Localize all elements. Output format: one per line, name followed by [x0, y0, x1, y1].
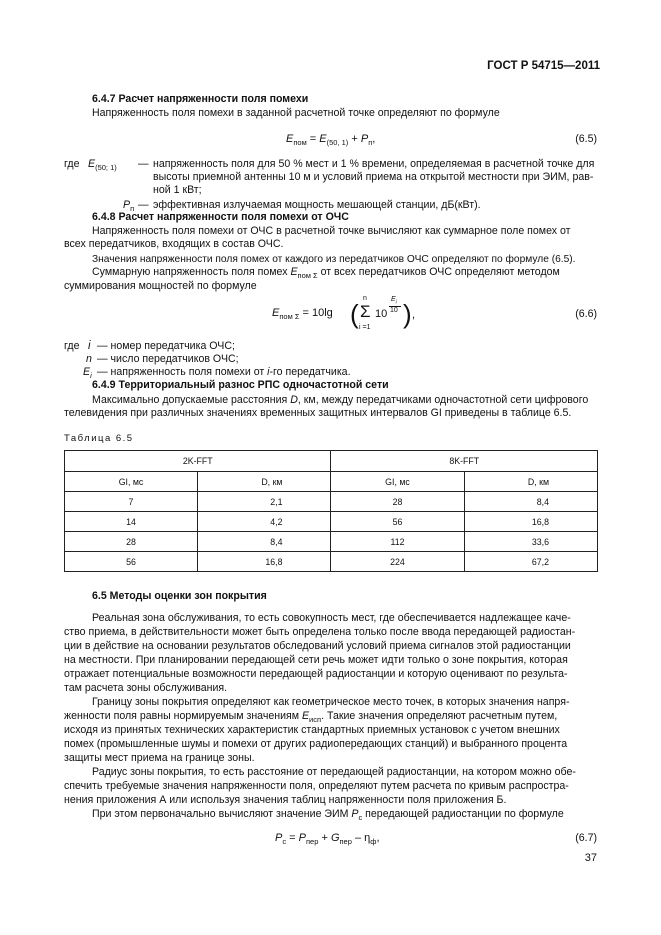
where-label-2: где	[64, 340, 80, 352]
table-row	[65, 492, 598, 512]
table-cell: 56	[65, 552, 198, 572]
section-6-4-7-intro: Напряженность поля помехи в заданной расчетной точке определяют по формуле	[92, 107, 500, 119]
where-text-ei: — напряженность поля помехи от i-го передатчика.	[97, 366, 351, 378]
section-6-4-9-p1a: Максимально допускаемые расстояния D, км, между передатчиками одночастотной сети цифрового	[92, 394, 589, 406]
formula-sum-sign: Σ	[360, 302, 371, 321]
table-caption: Таблица 6.5	[64, 433, 134, 444]
section-6-4-8-p3a: Суммарную напряженность поля помех $E_{пом \Sigma}$ от всех передатчиков ОЧС определяют методом	[92, 266, 560, 281]
where-text-1a: напряженность поля для 50 % мест и 1 % времени, определяемая в расчетной точке для	[153, 158, 595, 170]
para1-line2: ство приема, в действительности может быть определена только после ввода передающей радиостан-	[64, 626, 576, 638]
formula-number-6-7: (6.7)	[575, 832, 597, 844]
table-cell: 8,4	[464, 492, 597, 512]
where-symbol-ei: $E_i$	[83, 366, 92, 381]
table-row	[65, 532, 598, 552]
formula-6-6: $E_{пом \Sigma} = 10\lg$ ( n Σ i =1 10 $E_i$ 10 ) ,	[272, 295, 416, 331]
para2-line2: женности поля равны нормируемым значениям $E_{исп}$. Такие значения определяют расчетным путем,	[64, 710, 558, 725]
where-dash-2: —	[138, 199, 149, 211]
table-cell: 16,8	[198, 552, 331, 572]
table-header-gi-1: GI, мс	[65, 472, 198, 492]
formula-exp-den: 10	[390, 307, 398, 314]
formula-sum-bottom: i =1	[359, 324, 371, 331]
para1-line6: там расчета зоны обслуживания.	[64, 682, 228, 694]
where-label: где	[64, 158, 80, 170]
section-6-4-8-p2: Значения напряженности поля помех от каждого из передатчиков ОЧС определяют по формуле (6.5).	[92, 254, 576, 265]
where-symbol-n: n	[86, 353, 92, 365]
formula-number-6-6: (6.6)	[575, 308, 597, 320]
formula-6-6-tail: ,	[412, 309, 416, 321]
table-cell: 14	[65, 512, 198, 532]
where-symbol-pp: $P_п$	[123, 199, 135, 214]
table-cell: 4,2	[198, 512, 331, 532]
table-cell: 33,6	[464, 532, 597, 552]
table-cell: 56	[331, 512, 464, 532]
where-text-i: — номер передатчика ОЧС;	[97, 340, 235, 352]
table-6-5	[64, 450, 598, 572]
table-cell: 112	[331, 532, 464, 552]
where-symbol-i: i	[88, 340, 91, 352]
table-cell: 224	[331, 552, 464, 572]
section-title-6-5: 6.5 Методы оценки зон покрытия	[92, 590, 267, 602]
table-cell: 28	[331, 492, 464, 512]
table-cell: 16,8	[464, 512, 597, 532]
section-6-4-8-p1b: всех передатчиков, входящих в состав ОЧС.	[64, 238, 284, 250]
section-6-4-8-p1a: Напряженность поля помехи от ОЧС в расчетной точке вычисляют как суммарное поле помех от	[92, 225, 571, 237]
formula-6-5: $E_{пом} = E_{(50, 1)} + P_п$,	[286, 133, 376, 148]
where-dash-1: —	[138, 158, 149, 170]
para1-line3: ции в действие на основании результатов обследований условий приема сигналов этой радиостанции	[64, 640, 571, 652]
page-number: 37	[584, 852, 597, 864]
section-title-6-4-7: 6.4.7 Расчет напряженности поля помехи	[92, 93, 309, 105]
table-group-8k: 8K-FFT	[331, 451, 598, 472]
where-text-n: — число передатчиков ОЧС;	[97, 353, 239, 365]
table-cell: 67,2	[464, 552, 597, 572]
where-text-1b: высоты приемной антенны 10 м и условий приема на открытой местности при ЭИМ, рав-	[153, 171, 594, 183]
table-cell: 8,4	[198, 532, 331, 552]
formula-sum-top: n	[363, 295, 367, 302]
section-6-4-9-p1b: телевидения при различных значениях временных защитных интервалов GI приведены в таблице 6.5.	[64, 407, 572, 419]
formula-6-7: $P_с = P_{пер} + G_{пер} - \eta_ф$,	[275, 832, 380, 847]
table-row	[65, 512, 598, 532]
table-header-gi-2: GI, мс	[331, 472, 464, 492]
table-header-d-2: D, км	[464, 472, 597, 492]
formula-exp-num: $E_i$	[391, 296, 397, 306]
section-6-4-8-p3b: суммирования мощностей по формуле	[64, 280, 257, 292]
para4: При этом первоначально вычисляют значение ЭИМ $P_с$ передающей радиостанции по формуле	[92, 808, 564, 823]
para3-line3: нения приложения А или используя значения таблиц напряженности поля приложения Б.	[64, 794, 507, 806]
para2-line5: защиты мест приема на границе зоны.	[64, 752, 255, 764]
para2-line3: исходя из принятых технических характеристик стандартных приемных установок с учетом внешних	[64, 724, 560, 736]
para3-line1: Радиус зоны покрытия, то есть расстояние от передающей радиостанции, на котором можно обе-	[92, 766, 576, 778]
para1-line5: отражает потенциальные возможности передающей радиостанции и которую оценивают по результа-	[64, 668, 568, 680]
table-cell: 7	[65, 492, 198, 512]
formula-6-6-lhs: $E_{пом \Sigma} = 10\lg$	[272, 307, 333, 322]
formula-base: 10	[375, 308, 388, 320]
formula-number-6-5: (6.5)	[575, 133, 597, 145]
where-text-1c: ной 1 кВт;	[153, 184, 202, 196]
document-code: ГОСТ Р 54715—2011	[487, 60, 600, 72]
para2-line4: помех (промышленные шумы и помехи от других радиопередающих станций) и выбранного процента	[64, 738, 568, 750]
para1-line4: на местности. При планировании передающей сети речь может идти только о зоне покрытия, которая	[64, 654, 568, 666]
table-cell: 28	[65, 532, 198, 552]
para3-line2: спечить требуемые значения напряженности поля, определяют путем расчета по кривым распростра-	[64, 780, 569, 792]
table-row	[65, 552, 598, 572]
table-group-2k: 2K-FFT	[65, 451, 331, 472]
para2-line1: Границу зоны покрытия определяют как геометрическое место точек, в которых значения напря-	[92, 696, 570, 708]
section-title-6-4-8: 6.4.8 Расчет напряженности поля помехи от ОЧС	[92, 211, 349, 223]
section-title-6-4-9: 6.4.9 Территориальный разнос РПС одночастотной сети	[92, 379, 389, 391]
para1-line1: Реальная зона обслуживания, то есть совокупность мест, где обеспечивается надлежащее каче-	[92, 612, 571, 624]
table-cell: 2,1	[198, 492, 331, 512]
table-header-d-1: D, км	[198, 472, 331, 492]
where-symbol-e50: $E_{(50; 1)}$	[88, 158, 117, 173]
where-text-2: эффективная излучаемая мощность мешающей станции, дБ(кВт).	[153, 199, 481, 211]
